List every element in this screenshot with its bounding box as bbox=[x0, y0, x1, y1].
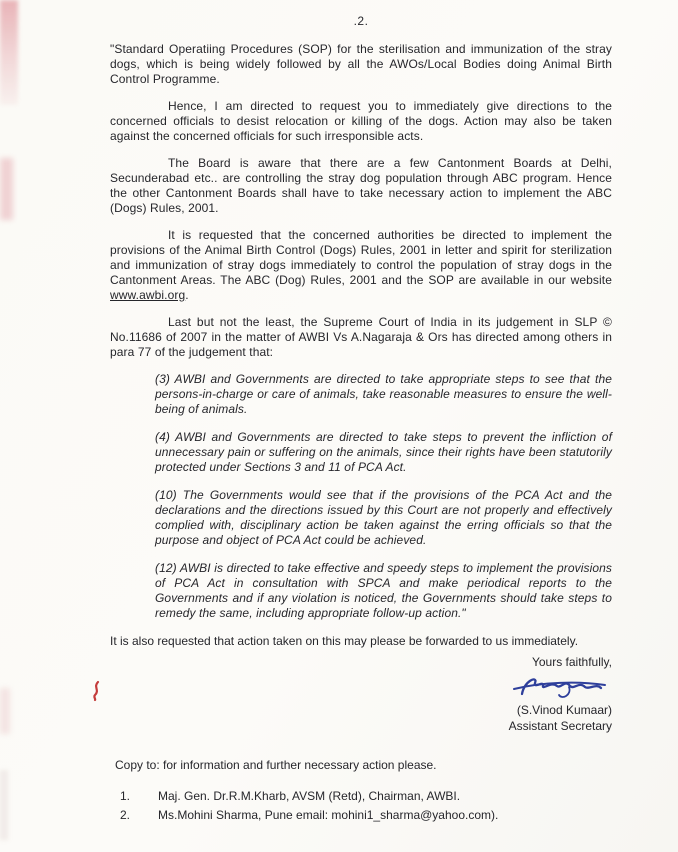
paragraph-abc-rules-period: . bbox=[185, 288, 189, 302]
list-item-text: Ms.Mohini Sharma, Pune email: mohini1_sharma@yahoo.com). bbox=[158, 808, 499, 822]
signature-scribble bbox=[506, 670, 610, 702]
page-number: .2. bbox=[353, 14, 369, 28]
signature-block bbox=[110, 655, 612, 734]
list-item bbox=[120, 789, 612, 804]
list-item bbox=[120, 808, 612, 823]
paragraph-abc-rules-text: It is requested that the concerned authorities be directed to implement the provisions of the Animal Birth Control (Dogs) Rules, 2001 in letter and spirit for sterilization and immunization of stray dogs immediately to control the population of stray dogs in the Cantonment Areas. The ABC (Dog) Rules, 2001 and the SOP are available in our website bbox=[110, 228, 612, 287]
list-item-text: Maj. Gen. Dr.R.M.Kharb, AVSM (Retd), Chairman, AWBI. bbox=[158, 789, 461, 803]
judgement-quote-12: (12) AWBI is directed to take effective and speedy steps to implement the provisions of PCA Act in consultation with SPCA and make periodical reports to the Governments and if any violation is noticed, the Governments should take steps to remedy the same, including appropriate follow-up action." bbox=[155, 561, 612, 620]
awbi-website-link: www.awbi.org bbox=[110, 288, 186, 302]
paragraph-sop-continuation: "Standard Operatiing Procedures (SOP) for the sterilisation and immunization of the stray dogs, which is being widely followed by all the AWOs/Local Bodies doing Animal Birth Control Programme. bbox=[110, 42, 612, 86]
paragraph-abc-rules bbox=[110, 228, 612, 303]
judgement-quote-4: (4) AWBI and Governments are directed to take steps to prevent the infliction of unnecessary pain or suffering on the animals, since their rights have been statutorily protected under Sections 3 and 11 of PCA Act. bbox=[155, 430, 612, 474]
signatory-name: (S.Vinod Kumaar) bbox=[516, 703, 612, 717]
list-item-number: 1. bbox=[120, 789, 131, 803]
signatory-title: Assistant Secretary bbox=[508, 719, 612, 733]
paragraph-supreme-court: Last but not the least, the Supreme Court of India in its judgement in SLP © No.11686 of 2007 in the matter of AWBI Vs A.Nagaraja & Ors has directed among others in para 77 of the judgement that: bbox=[110, 315, 612, 359]
judgement-quote-10: (10) The Governments would see that if the provisions of the PCA Act and the declarations and the directions issued by this Court are not properly and effectively complied with, disciplinary action be taken against the erring officials so that the purpose and object of PCA Act could be achieved. bbox=[155, 488, 612, 547]
copy-to-section bbox=[110, 758, 612, 823]
judgement-quote-3: (3) AWBI and Governments are directed to take appropriate steps to see that the persons-in-charge or care of animals, take reasonable measures to ensure the well-being of animals. bbox=[155, 372, 612, 416]
paragraph-cantonment-boards: The Board is aware that there are a few Cantonment Boards at Delhi, Secunderabad etc.. are controlling the stray dog population through ABC program. Hence the other Cantonment Boards shall have to take necessary action to implement the ABC (Dogs) Rules, 2001. bbox=[110, 156, 612, 215]
salutation: Yours faithfully, bbox=[531, 655, 612, 669]
copy-to-list bbox=[120, 789, 612, 823]
closing-request-line: It is also requested that action taken on this may please be forwarded to us immediately. bbox=[110, 634, 579, 648]
copy-to-heading: Copy to: for information and further necessary action please. bbox=[115, 758, 437, 772]
paragraph-request-directions: Hence, I am directed to request you to immediately give directions to the concerned officials to desist relocation or killing of the dogs. Action may also be taken against the concerned officials for such irresponsible acts. bbox=[110, 99, 612, 143]
list-item-number: 2. bbox=[120, 808, 131, 822]
